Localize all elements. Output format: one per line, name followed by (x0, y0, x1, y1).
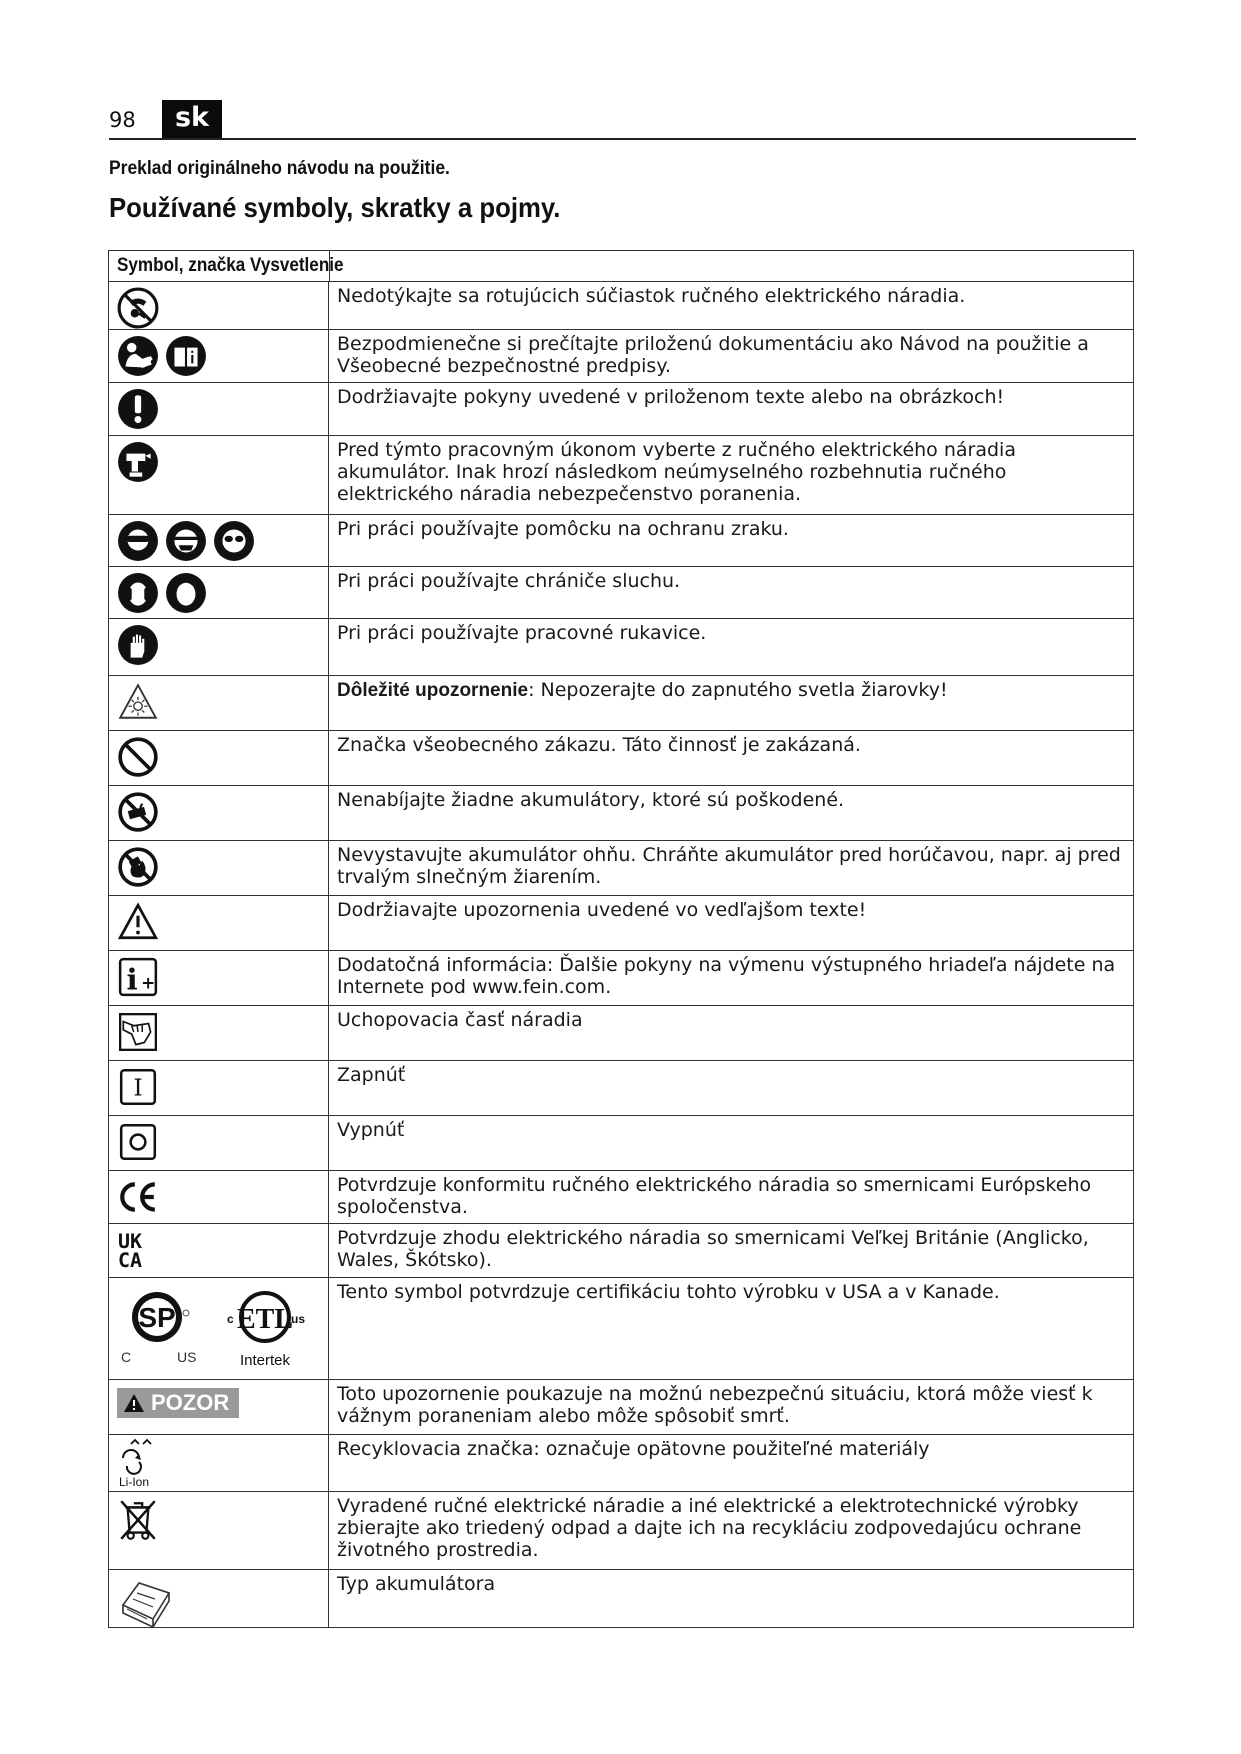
svg-text:c: c (227, 1312, 234, 1326)
svg-text:i: i (126, 961, 138, 997)
table-row (109, 1116, 1133, 1171)
no-charging-damaged-battery-icon (117, 791, 159, 833)
table-row (109, 786, 1133, 841)
table-row (109, 1006, 1133, 1061)
info-plus-icon (117, 956, 159, 998)
row-description: Typ akumulátora (337, 1573, 496, 1595)
important-note-label: Dôležité upozornenie (337, 680, 529, 701)
row-description: Toto upozornenie poukazuje na možnú nebezpečnú situáciu, ktorá môže viesť k vážnym poraneniam alebo môže spôsobiť smrť. (337, 1383, 1093, 1427)
table-row (109, 1171, 1133, 1224)
ce-mark-icon (117, 1176, 159, 1218)
svg-text:CA: CA (118, 1247, 143, 1271)
book-info-icon (165, 335, 207, 377)
row-description: Dodatočná informácia: Ďalšie pokyny na výmenu výstupného hriadeľa nájdete na Internete pod www.fein.com. (337, 954, 1116, 998)
row-description: Uchopovacia časť náradia (337, 1009, 583, 1031)
table-row (109, 1061, 1133, 1116)
weee-crossed-bin-icon (117, 1497, 159, 1543)
ear-protection-icon (117, 572, 159, 614)
goggles-icon (213, 520, 255, 562)
no-fire-icon (117, 846, 159, 888)
page-header (109, 100, 1136, 140)
language-tab: sk (162, 100, 222, 138)
svg-text:UK: UK (118, 1229, 143, 1253)
row-description: Zapnúť (337, 1064, 406, 1086)
grip-surface-icon (117, 1011, 159, 1053)
read-manual-icon (117, 335, 159, 377)
row-description: Dodržiavajte upozornenia uvedené vo vedľajšom texte! (337, 899, 867, 921)
prohibition-icon (117, 736, 159, 778)
etl-certification-icon (225, 1283, 309, 1371)
row-description: Potvrdzuje zhodu elektrického náradia so smernicami Veľkej Británie (Anglicko, Wales, Škótsko). (337, 1227, 1089, 1271)
table-row (109, 436, 1133, 515)
svg-text:C: C (121, 1349, 132, 1365)
ukca-mark-icon (117, 1229, 159, 1271)
row-description: Potvrdzuje konformitu ručného elektrického náradia so smernicami Európskeho spoločenstva. (337, 1174, 1092, 1218)
table-row (109, 1492, 1133, 1570)
table-row (109, 1570, 1133, 1627)
table-row (109, 1380, 1133, 1435)
row-description: Dôležité upozornenie: Nepozerajte do zapnutého svetla žiarovky! (337, 679, 948, 701)
table-header (109, 251, 1133, 282)
row-description: Recyklovacia značka: označuje opätovne použiteľné materiály (337, 1438, 930, 1460)
page-title: Používané symboly, skratky a pojmy. (109, 192, 561, 223)
page-number: 98 (109, 108, 136, 132)
table-row (109, 567, 1133, 619)
svg-text:ETL: ETL (236, 1304, 294, 1335)
table-row (109, 896, 1133, 951)
gloves-icon (117, 624, 159, 666)
table-row (109, 619, 1133, 676)
row-description: Pri práci používajte chrániče sluchu. (337, 570, 681, 592)
row-description: Vypnúť (337, 1119, 405, 1141)
svg-text:I: I (133, 1075, 143, 1102)
table-row (109, 282, 1133, 330)
table-header-label: Symbol, značka Vysvetlenie (117, 255, 344, 276)
row-description: Značka všeobecného zákazu. Táto činnosť je zakázaná. (337, 734, 861, 756)
rotating-parts-prohibition-icon (117, 287, 159, 329)
table-row (109, 841, 1133, 896)
row-description: Pri práci používajte pracovné rukavice. (337, 622, 707, 644)
battery-pack-icon (117, 1575, 175, 1627)
row-description: Nevystavujte akumulátor ohňu. Chráňte akumulátor pred horúčavou, napr. aj pred trvalým slnečným žiarením. (337, 844, 1121, 888)
remove-battery-icon (117, 441, 159, 483)
row-description: Pri práci používajte pomôcku na ochranu zraku. (337, 518, 789, 540)
row-description: Nenabíjajte žiadne akumulátory, ktoré sú poškodené. (337, 789, 845, 811)
switch-off-icon (117, 1121, 159, 1163)
table-row (109, 676, 1133, 731)
face-shield-icon (165, 520, 207, 562)
svg-text:US: US (177, 1349, 197, 1365)
table-row (109, 330, 1133, 383)
row-description: Dodržiavajte pokyny uvedené v priloženom texte alebo na obrázkoch! (337, 386, 1005, 408)
table-row (109, 383, 1133, 436)
table-row (109, 1224, 1133, 1278)
bright-light-warning-icon (117, 681, 159, 723)
headset-protection-icon (165, 572, 207, 614)
exclamation-mandatory-icon (117, 388, 159, 430)
table-row (109, 1435, 1133, 1492)
table-row (109, 731, 1133, 786)
svg-text:+: + (141, 972, 156, 993)
table-row (109, 951, 1133, 1006)
pozor-warning-label: POZOR (117, 1388, 239, 1418)
svg-text:us: us (291, 1312, 306, 1326)
row-description: Pred týmto pracovným úkonom vyberte z ručného elektrického náradia akumulátor. Inak hrozí následkom neúmyselného rozbehnutia ručného elektrického náradia nebezpečenstvo poranenia. (337, 439, 1016, 505)
symbols-table (108, 250, 1134, 1628)
svg-text:Intertek: Intertek (239, 1352, 291, 1369)
csa-certification-icon (117, 1283, 203, 1367)
row-description: Bezpodmienečne si prečítajte priloženú dokumentáciu ako Návod na použitie a Všeobecné bezpečnostné predpisy. (337, 333, 1089, 377)
warning-triangle-icon (117, 901, 159, 943)
svg-text:Li-Ion: Li-Ion (119, 1475, 150, 1488)
recycling-li-ion-icon (117, 1438, 161, 1488)
row-description: Nedotýkajte sa rotujúcich súčiastok ručného elektrického náradia. (337, 285, 966, 307)
eye-protection-icon (117, 520, 159, 562)
row-description: Vyradené ručné elektrické náradie a iné elektrické a elektrotechnické výrobky zbierajte ako triedený odpad a dajte ich na recykláciu zodpovedajúcu ochrane životného prostredia. (337, 1495, 1082, 1561)
table-row (109, 1278, 1133, 1380)
table-row (109, 515, 1133, 567)
translation-note: Preklad originálneho návodu na použitie. (109, 158, 450, 179)
switch-on-icon (117, 1066, 159, 1108)
svg-text:SP: SP (138, 1302, 176, 1333)
warning-triangle-icon (123, 1393, 145, 1413)
row-description: Tento symbol potvrdzuje certifikáciu tohto výrobku v USA a v Kanade. (337, 1281, 1000, 1303)
